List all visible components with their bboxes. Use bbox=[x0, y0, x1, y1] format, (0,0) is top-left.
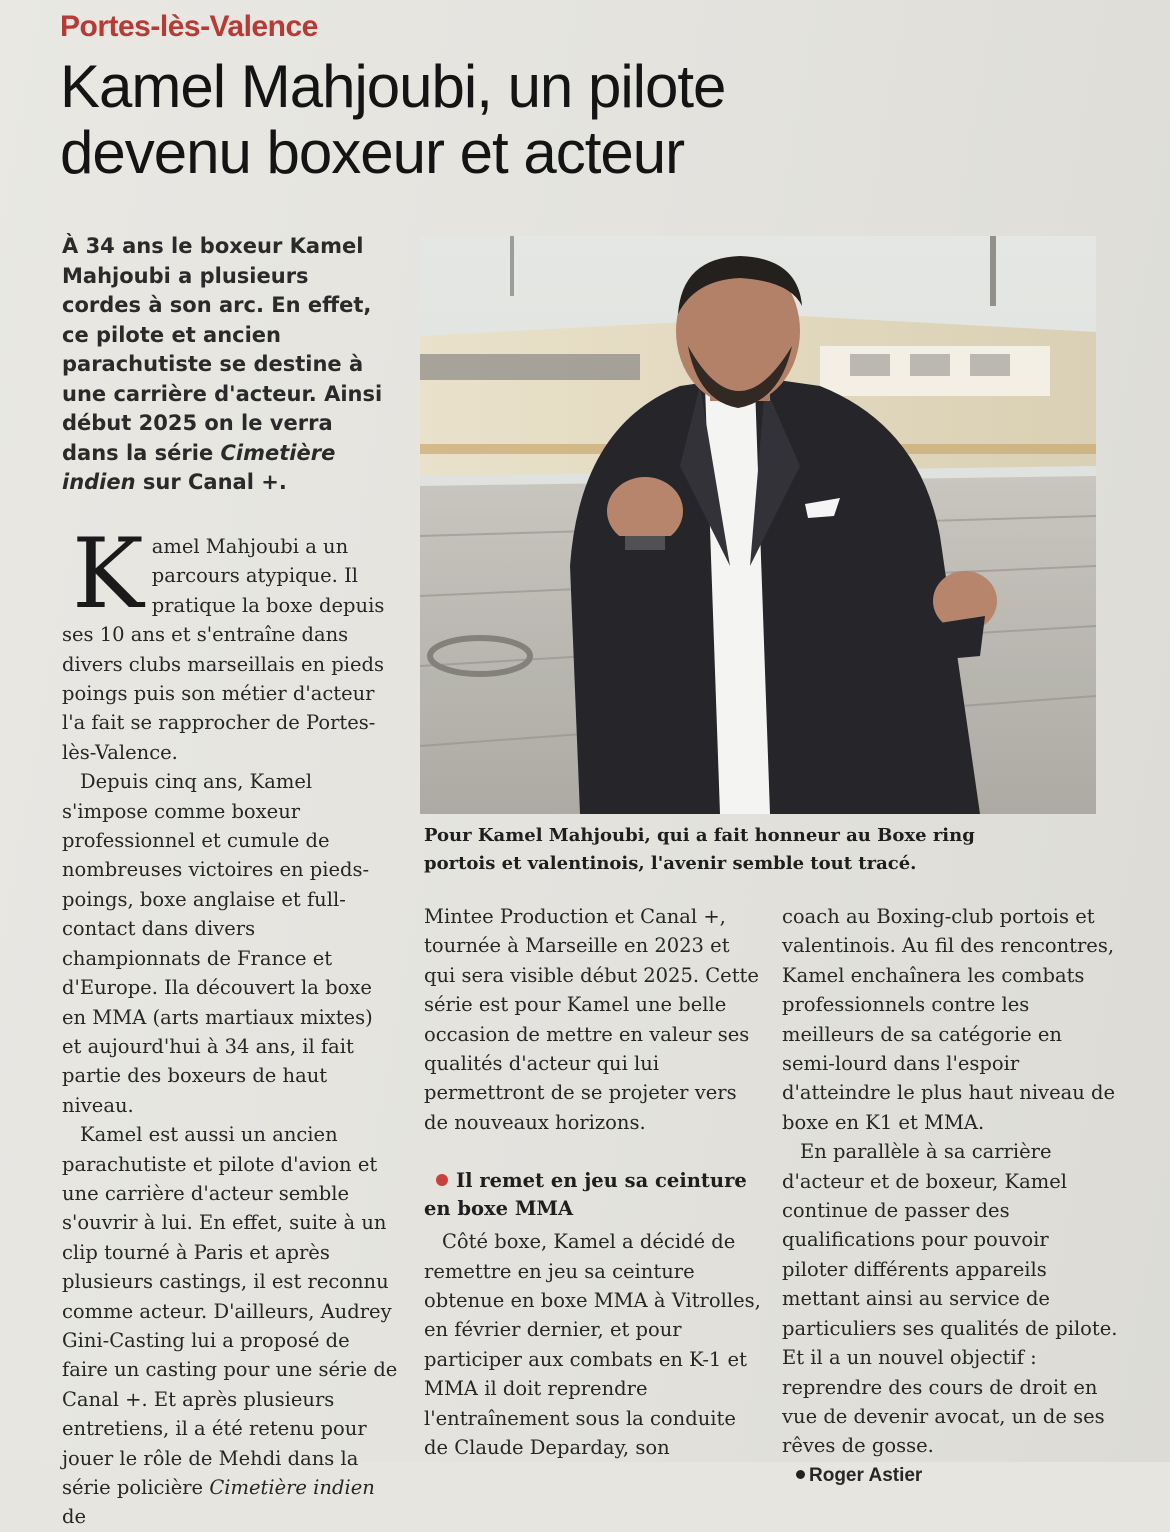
body-paragraph: Côté boxe, Kamel a décidé de remettre en jeu sa ceinture obtenue en boxe MMA à Vitrolles, en février dernier, et pour participer aux combats en K-1 et MMA il doit reprendre l'entraînement sous la conduite de Claude Deparday, son bbox=[424, 1230, 761, 1460]
text-column-3 bbox=[782, 902, 1120, 1490]
boxer-photo-illustration bbox=[420, 236, 1096, 814]
drop-cap: K bbox=[72, 518, 144, 630]
body-paragraph bbox=[62, 518, 398, 767]
lede-text: À 34 ans le boxeur Kamel Mahjoubi a plusieurs cordes à son arc. En effet, ce pilote et ancien parachutiste se destine à une carrière d'acteur. Ainsi début 2025 on le verra dans la série bbox=[62, 234, 383, 465]
subheading-text: Il remet en jeu sa ceinture en boxe MMA bbox=[424, 1169, 747, 1221]
byline-bullet-icon bbox=[796, 1470, 805, 1479]
lede-end: sur Canal +. bbox=[135, 470, 287, 494]
body-paragraph: coach au Boxing-club portois et valentinois. Au fil des rencontres, Kamel enchaînera les combats professionnels contre les meilleurs de sa catégorie en semi-lourd dans l'espoir d'atteindre le plus haut niveau de boxe en K1 et MMA. bbox=[782, 905, 1116, 1134]
photo-caption bbox=[424, 822, 1104, 878]
bullet-icon bbox=[436, 1174, 448, 1186]
col1-p3-text: Kamel est aussi un ancien parachutiste et pilote d'avion et une carrière d'acteur semble s'ouvrir à lui. En effet, suite à un clip tourné à Paris et après plusieurs castings, il est reconnu comme acteur. D'ailleurs, Audrey Gini-Casting lui a proposé de faire un casting pour une série de Canal +. Et après plusieurs entretiens, il a été retenu pour jouer le rôle de Mehdi dans la série policière bbox=[62, 1123, 398, 1499]
caption-line-1: Pour Kamel Mahjoubi, qui a fait honneur au Boxe ring bbox=[424, 825, 975, 846]
byline bbox=[782, 1461, 1120, 1490]
text-column-2 bbox=[424, 902, 762, 1463]
article-photo bbox=[420, 236, 1096, 814]
headline-line-1: Kamel Mahjoubi, un pilote bbox=[60, 53, 726, 120]
headline-line-2: devenu boxeur et acteur bbox=[60, 119, 685, 186]
col1-p3-end: de bbox=[62, 1505, 87, 1529]
body-paragraph: En parallèle à sa carrière d'acteur et de boxeur, Kamel continue de passer des qualifications pour pouvoir piloter différents appareils mettant ainsi au service de particuliers ses qualités de pilote. Et il a un nouvel objectif : reprendre des cours de droit en vue de devenir avocat, un de ses rêves de gosse. bbox=[782, 1140, 1118, 1458]
body-paragraph: Mintee Production et Canal +, tournée à Marseille en 2023 et qui sera visible début 2025. Cette série est pour Kamel une belle occasion de mettre en valeur ses qualités d'acteur qui lui permettront de se projeter vers de nouveaux horizons. bbox=[424, 905, 759, 1134]
text-column-1 bbox=[62, 518, 398, 1532]
body-paragraph: Depuis cinq ans, Kamel s'impose comme boxeur professionnel et cumule de nombreuses victoires en pieds-poings, boxe anglaise et full-contact dans divers championnats de France et d'Europe. Ila découvert la boxe en MMA (arts martiaux mixtes) et aujourd'hui à 34 ans, il fait partie des boxeurs de haut niveau. bbox=[62, 770, 373, 1117]
lede-paragraph bbox=[62, 232, 392, 498]
lede-series-title: Cimetière indien bbox=[62, 440, 336, 494]
headline bbox=[60, 54, 1120, 186]
col1-p1-text: amel Mahjoubi a un parcours atypique. Il pratique la boxe depuis ses 10 ans et s'entraîne dans divers clubs marseillais en pieds poings puis son métier d'acteur l'a fait se rapprocher de Portes-lès-Valence. bbox=[62, 535, 385, 764]
caption-line-2: portois et valentinois, l'avenir semble tout tracé. bbox=[424, 853, 917, 874]
body-paragraph bbox=[62, 1120, 398, 1532]
col1-series-title: Cimetière indien bbox=[209, 1476, 375, 1499]
section-rubric: Portes-lès-Valence bbox=[60, 10, 318, 43]
author-name: Roger Astier bbox=[809, 1464, 923, 1486]
subheading bbox=[424, 1167, 762, 1223]
